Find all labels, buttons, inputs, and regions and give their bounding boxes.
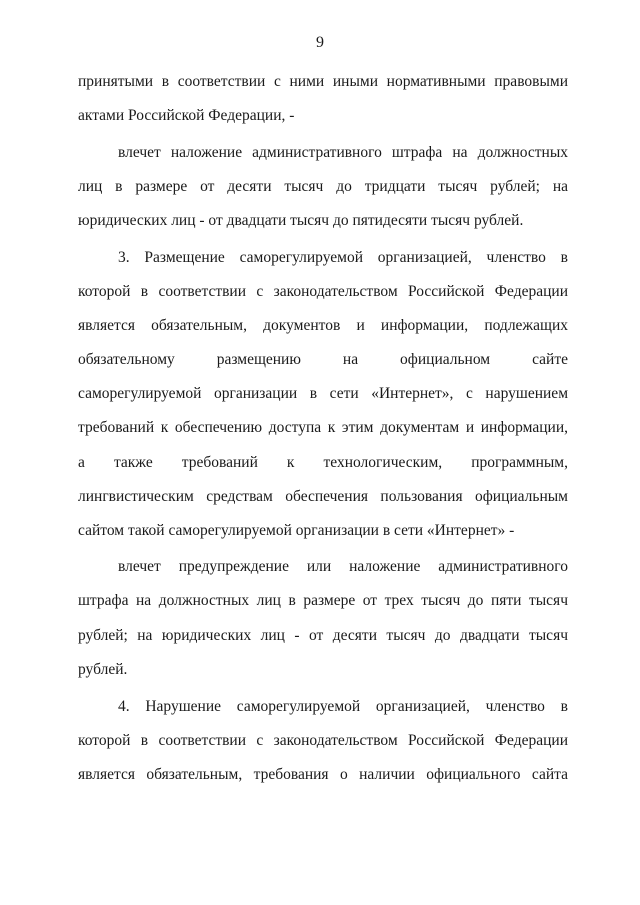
text-line: является обязательным, документов и информации, подлежащих	[78, 317, 568, 334]
text-line: влечет наложение административного штрафа на должностных	[118, 144, 568, 161]
text-line: которой в соответствии с законодательством Российской Федерации	[78, 283, 568, 300]
text-line: юридических лиц - от двадцати тысяч до пятидесяти тысяч рублей.	[78, 212, 524, 229]
text-line: саморегулируемой организации в сети «Интернет», с нарушением	[78, 385, 568, 402]
text-line: сайтом такой саморегулируемой организации в сети «Интернет» -	[78, 522, 515, 539]
text-line: рублей; на юридических лиц - от десяти тысяч до двадцати тысяч	[78, 627, 568, 644]
page-number: 9	[316, 34, 324, 51]
text-line: а также требований к технологическим, программным,	[78, 454, 568, 471]
text-line: требований к обеспечению доступа к этим документам и информации,	[78, 419, 568, 436]
text-line: которой в соответствии с законодательством Российской Федерации	[78, 732, 568, 749]
text-line: является обязательным, требования о наличии официального сайта	[78, 766, 568, 783]
text-line: влечет предупреждение или наложение административного	[118, 558, 568, 575]
text-line: обязательному размещению на официальном сайте	[78, 351, 568, 368]
text-line: принятыми в соответствии с ними иными нормативными правовыми	[78, 73, 568, 90]
text-line: лиц в размере от десяти тысяч до тридцати тысяч рублей; на	[78, 178, 568, 195]
text-line: лингвистическим средствам обеспечения пользования официальным	[78, 488, 568, 505]
text-line: актами Российской Федерации, -	[78, 107, 295, 124]
text-line: 4. Нарушение саморегулируемой организацией, членство в	[118, 698, 568, 715]
text-line: рублей.	[78, 661, 128, 678]
text-line: штрафа на должностных лиц в размере от трех тысяч до пяти тысяч	[78, 592, 568, 609]
text-line: 3. Размещение саморегулируемой организацией, членство в	[118, 249, 568, 266]
